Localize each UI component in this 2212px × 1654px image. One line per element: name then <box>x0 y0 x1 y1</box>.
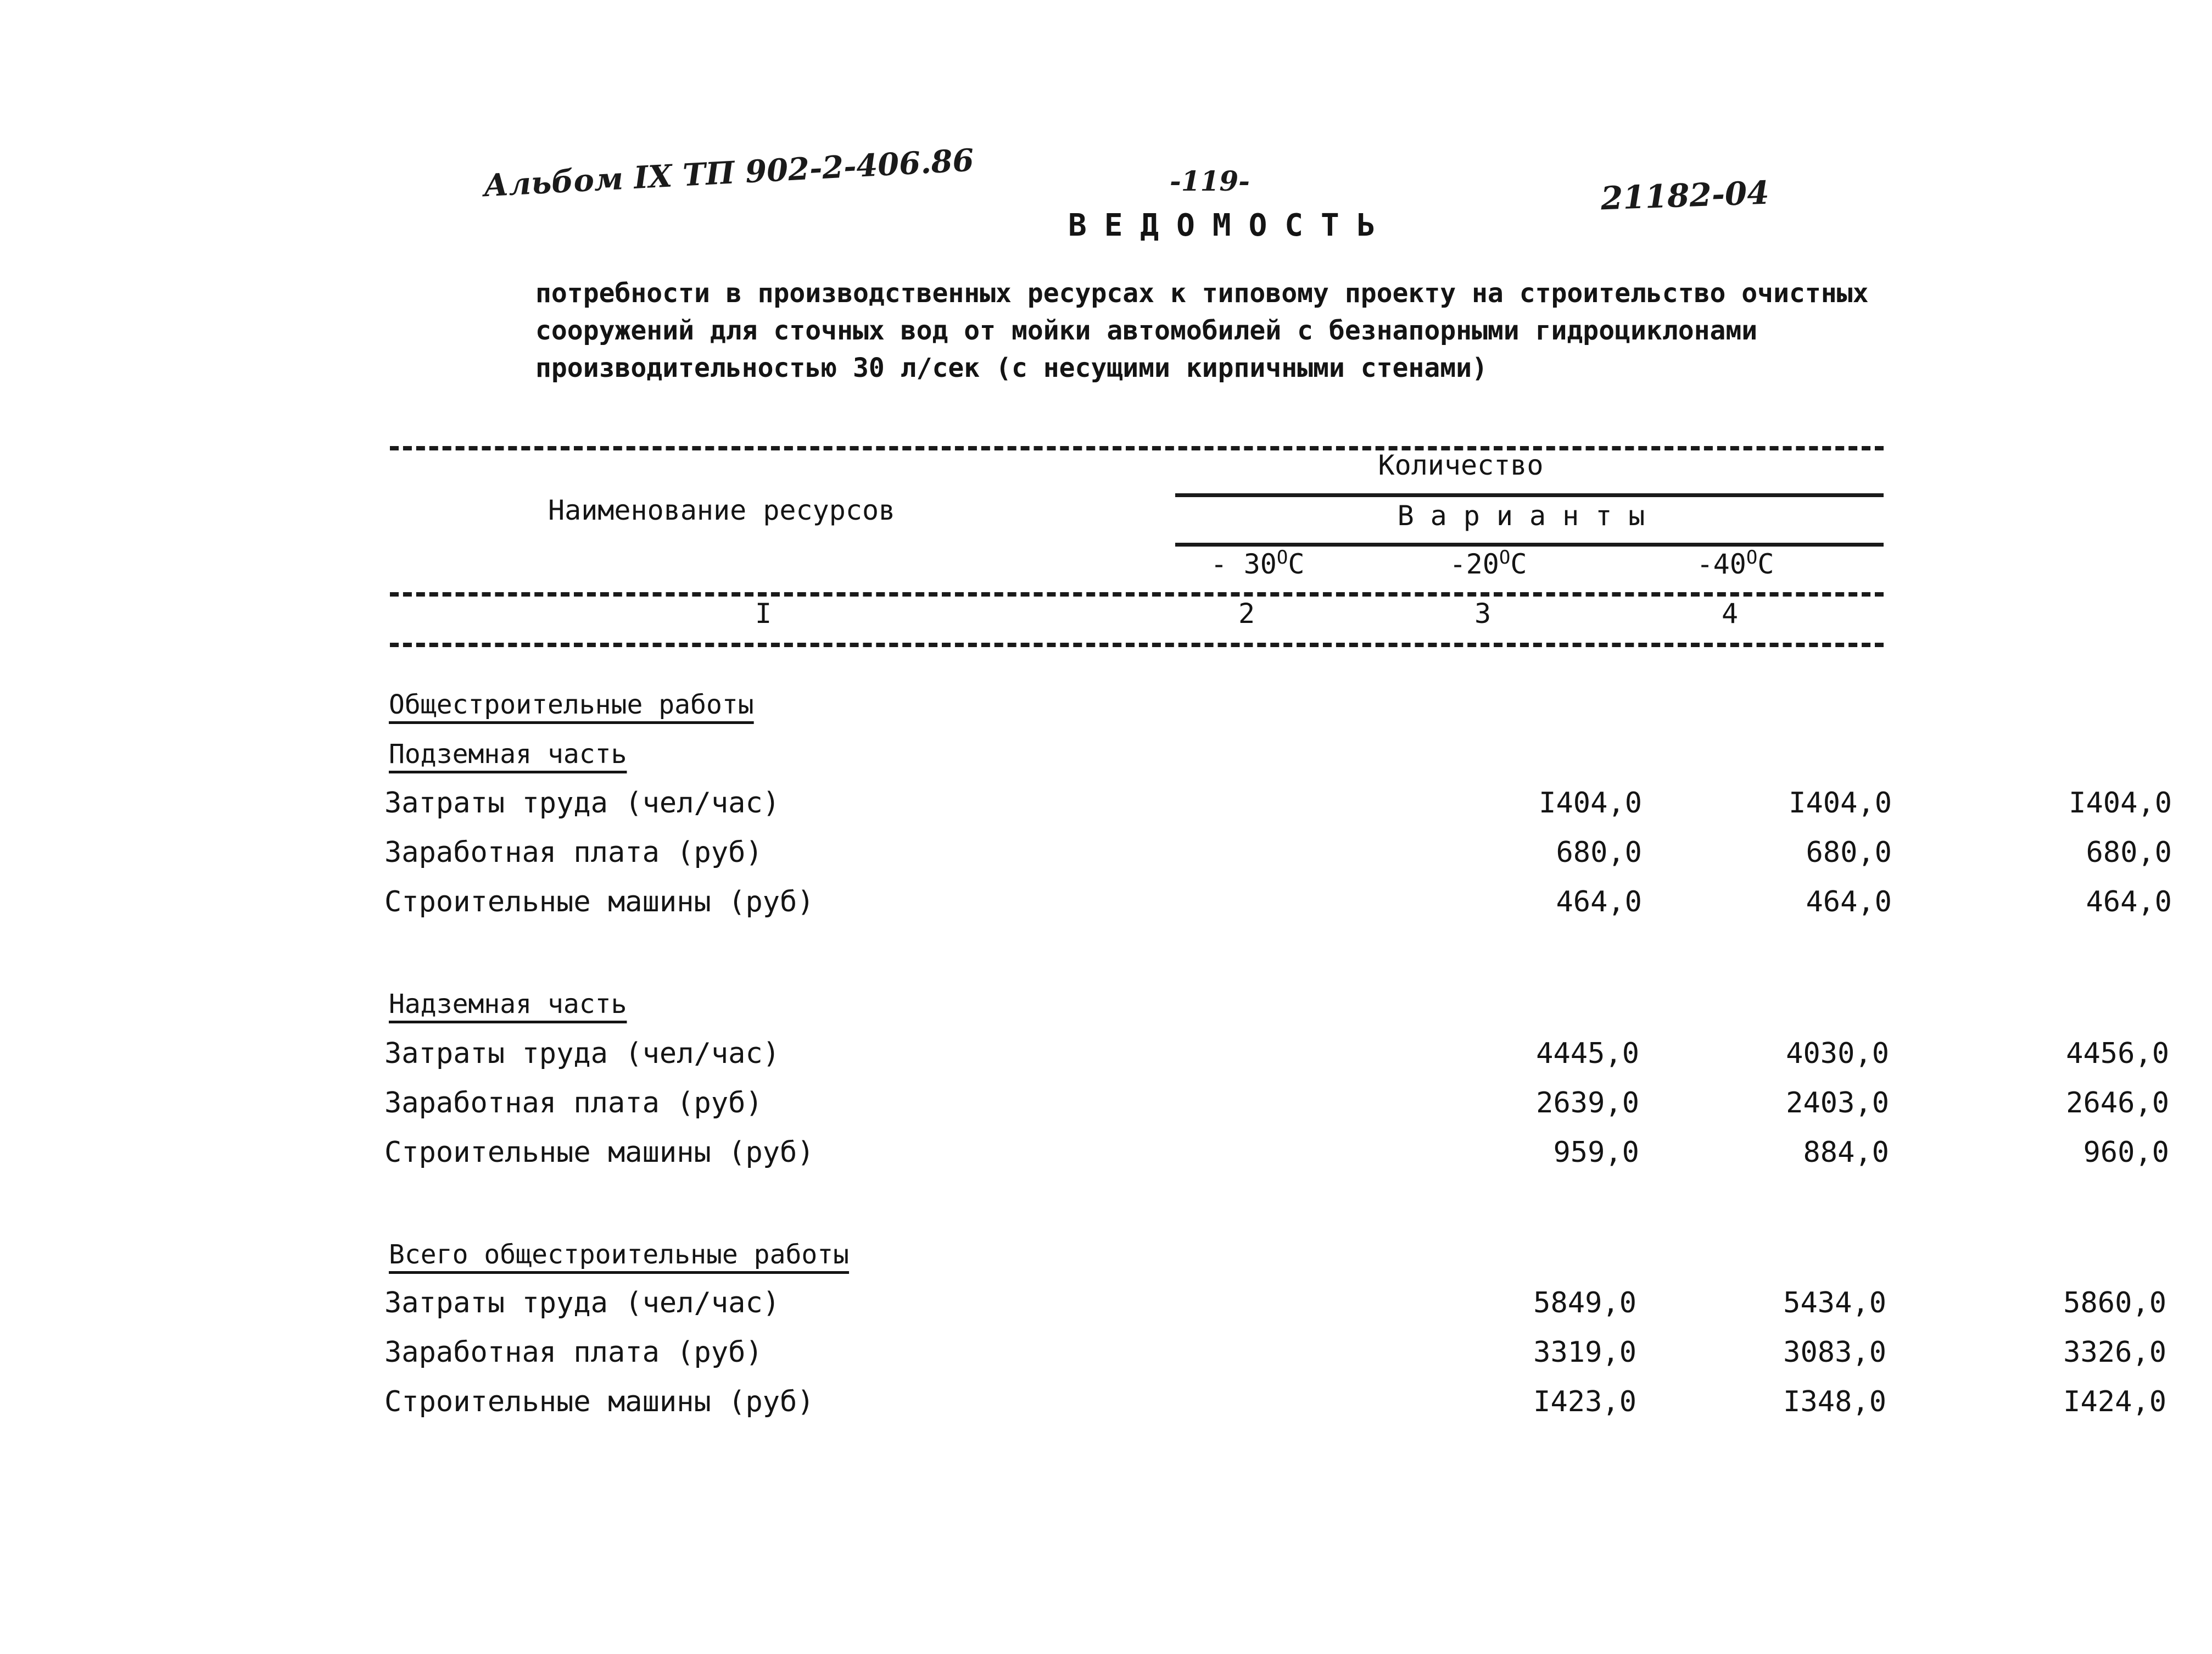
row-label: Заработная плата (руб) <box>384 836 763 869</box>
value-variant-2: I404,0 <box>1789 787 1892 820</box>
value-variant-1: 464,0 <box>1556 886 1642 918</box>
document-subtitle <box>535 275 1886 387</box>
row-label: Затраты труда (чел/час) <box>384 1287 780 1319</box>
table-row <box>384 1037 2169 1076</box>
value-variant-2: 680,0 <box>1806 836 1892 869</box>
value-variant-3: 464,0 <box>2086 886 2172 918</box>
value-variant-2: 464,0 <box>1806 886 1892 918</box>
table-row <box>384 1287 2166 1325</box>
subtitle-line: производительностью 30 л/сек (с несущими кирпичными стенами) <box>535 353 1488 383</box>
row-label: Затраты труда (чел/час) <box>384 787 780 820</box>
header-bottom-rule <box>390 592 1884 597</box>
row-label: Заработная плата (руб) <box>384 1087 763 1120</box>
table-row <box>384 1087 2169 1125</box>
variants-rule <box>1175 543 1884 547</box>
value-variant-1: 959,0 <box>1553 1136 1639 1169</box>
variant-3-header: $-40^OC$ <box>1696 547 1774 580</box>
document-code: 21182-04 <box>1600 174 1770 218</box>
variants-header: Варианты <box>1397 500 1662 532</box>
value-variant-1: 4445,0 <box>1536 1037 1639 1070</box>
section-title-underground: Подземная часть <box>389 739 627 770</box>
value-variant-3: 4456,0 <box>2066 1037 2169 1070</box>
table-row <box>384 787 2172 825</box>
section-title-general: Общестроительные работы <box>389 689 754 720</box>
value-variant-1: I404,0 <box>1539 787 1642 820</box>
quantity-header: Количество <box>1378 449 1544 481</box>
value-variant-2: 3083,0 <box>1783 1336 1886 1369</box>
value-variant-3: 5860,0 <box>2063 1287 2166 1319</box>
value-variant-2: 4030,0 <box>1786 1037 1889 1070</box>
table-row <box>384 886 2172 924</box>
value-variant-3: I404,0 <box>2069 787 2172 820</box>
table-row <box>384 1385 2166 1424</box>
section-title-aboveground: Надземная часть <box>389 989 627 1020</box>
value-variant-1: 5849,0 <box>1533 1287 1636 1319</box>
value-variant-1: 2639,0 <box>1536 1087 1639 1120</box>
column-number-2: 2 <box>1238 598 1255 630</box>
page-number: -119- <box>1170 165 1250 197</box>
name-column-header: Наименование ресурсов <box>548 494 896 526</box>
value-variant-2: 5434,0 <box>1783 1287 1886 1319</box>
section-title-total: Всего общестроительные работы <box>389 1239 850 1270</box>
value-variant-1: 680,0 <box>1556 836 1642 869</box>
column-numbers-rule <box>390 643 1884 647</box>
row-label: Строительные машины (руб) <box>384 1385 814 1418</box>
value-variant-3: 3326,0 <box>2063 1336 2166 1369</box>
value-variant-2: 2403,0 <box>1786 1087 1889 1120</box>
table-row <box>384 1336 2166 1374</box>
row-label: Затраты труда (чел/час) <box>384 1037 780 1070</box>
value-variant-3: 680,0 <box>2086 836 2172 869</box>
column-number-4: 4 <box>1721 598 1739 630</box>
value-variant-2: I348,0 <box>1783 1385 1886 1418</box>
value-variant-3: I424,0 <box>2063 1385 2166 1418</box>
table-row <box>384 1136 2169 1174</box>
value-variant-2: 884,0 <box>1803 1136 1889 1169</box>
subtitle-line: сооружений для сточных вод от мойки автомобилей с безнапорными гидроциклонами <box>535 315 1758 346</box>
column-number-3: 3 <box>1474 598 1492 630</box>
value-variant-3: 2646,0 <box>2066 1087 2169 1120</box>
document-title: ВЕДОМОСТЬ <box>1068 208 1393 243</box>
row-label: Строительные машины (руб) <box>384 1136 814 1169</box>
column-number-1: I <box>755 598 772 630</box>
table-row <box>384 836 2172 875</box>
row-label: Строительные машины (руб) <box>384 886 814 918</box>
row-label: Заработная плата (руб) <box>384 1336 763 1369</box>
variant-1-header: - $30^OC$ <box>1210 547 1305 580</box>
album-reference: Альбом IX ТП 902-2-406.86 <box>482 142 975 204</box>
value-variant-3: 960,0 <box>2083 1136 2169 1169</box>
subtitle-line: потребности в производственных ресурсах к типовому проекту на строительство очистных <box>535 278 1869 309</box>
quantity-rule <box>1175 493 1884 497</box>
variant-2-header: $-20^OC$ <box>1449 547 1527 580</box>
value-variant-1: I423,0 <box>1533 1385 1636 1418</box>
value-variant-1: 3319,0 <box>1533 1336 1636 1369</box>
